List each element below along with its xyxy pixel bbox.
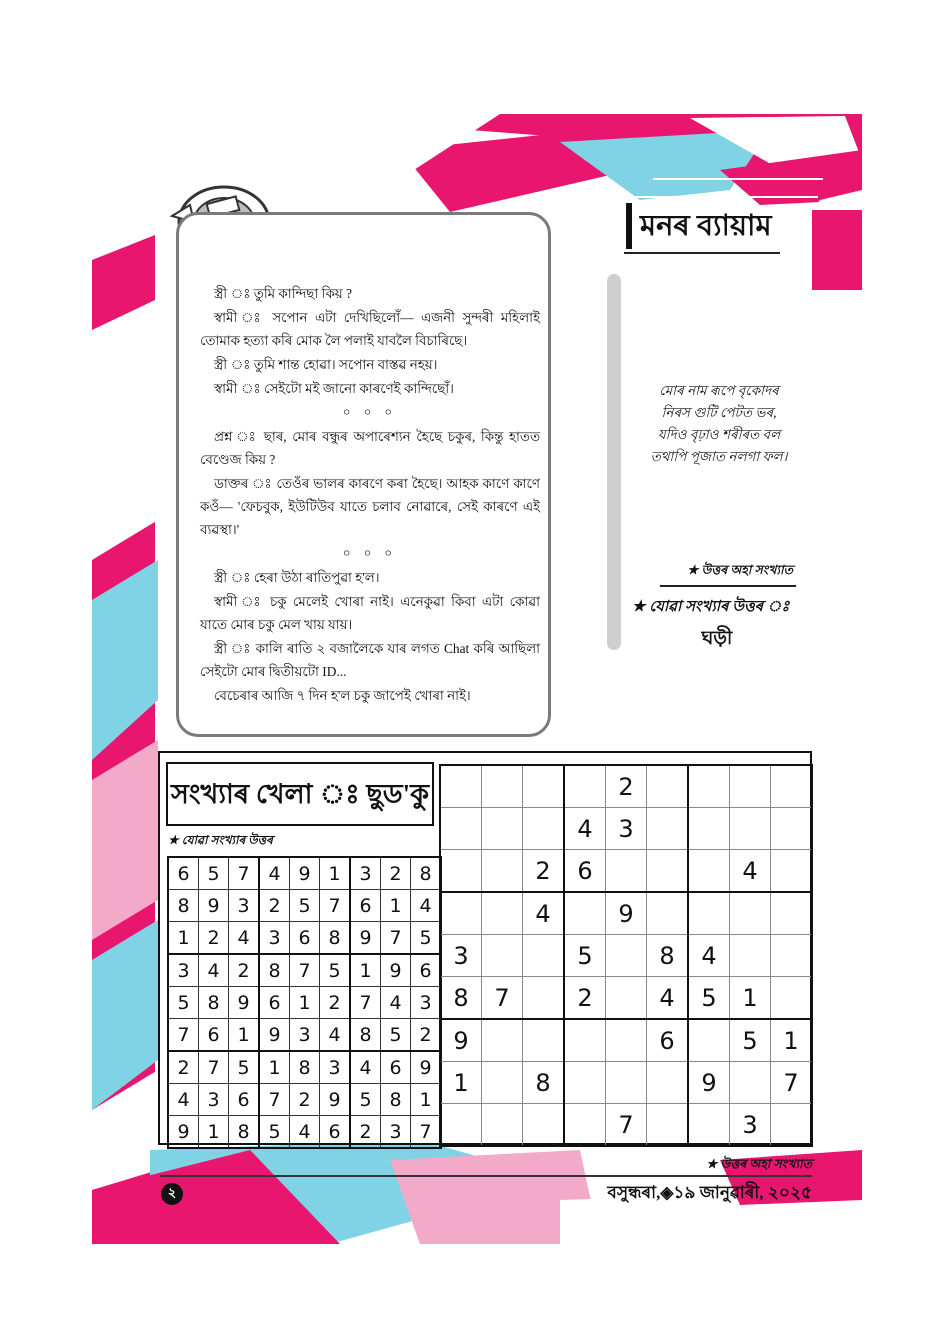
- sudoku-cell: 1: [320, 857, 351, 890]
- sudoku-cell: 4: [168, 1084, 199, 1116]
- mind-exercise-heading: মনৰ ব্যায়াম: [626, 203, 772, 249]
- sudoku-cell: 1: [229, 1019, 260, 1052]
- sudoku-cell: 2: [564, 977, 606, 1020]
- joke-separator: ০ ০ ০: [342, 405, 398, 419]
- sudoku-cell: 5: [168, 987, 199, 1019]
- joke-line: স্বামী ঃ সপোন এটা দেখিছিলোঁ— এজনী সুন্দৰী মহিলাই তোমাক হত্যা কৰি মোক লৈ পলাই যাবলৈ বিচাৰিছে।: [200, 310, 540, 348]
- sudoku-cell: 8: [350, 1019, 381, 1052]
- sudoku-cell: 2: [229, 954, 260, 987]
- joke-line: স্বামী ঃ সেইটো মই জানো কাৰণেই কান্দিছোঁ।: [214, 381, 454, 396]
- joke-line: স্বামী ঃ চকু মেলেই খোৰা নাই। এনেকুৱা কিবা এটা কোৱা যাতে মোৰ চকু মেল খায় যায়।: [200, 594, 540, 632]
- sudoku-cell: 8: [381, 1084, 411, 1116]
- sudoku-cell: 3: [730, 1104, 771, 1147]
- sudoku-row: [168, 1116, 441, 1149]
- sudoku-cell: 5: [350, 1084, 381, 1116]
- sudoku-cell: 8: [411, 857, 442, 890]
- sudoku-cell: 1: [730, 977, 771, 1020]
- sudoku-cell: 3: [440, 935, 482, 977]
- sudoku-cell: [647, 1104, 689, 1147]
- sudoku-cell: [688, 808, 730, 850]
- sudoku-cell: [564, 1104, 606, 1147]
- sudoku-cell: 8: [259, 954, 290, 987]
- sudoku-cell: 6: [168, 857, 199, 890]
- sudoku-cell: [647, 850, 689, 893]
- sudoku-cell: 2: [290, 1084, 320, 1116]
- sudoku-row: [440, 808, 812, 850]
- page-number: ২: [161, 1183, 183, 1205]
- sudoku-cell: 4: [647, 977, 689, 1020]
- sudoku-cell: 5: [730, 1019, 771, 1062]
- sudoku-cell: [482, 1104, 523, 1147]
- sudoku-cell: 4: [290, 1116, 320, 1149]
- sudoku-row: [168, 890, 441, 922]
- sudoku-cell: [771, 808, 813, 850]
- sudoku-cell: 7: [229, 857, 260, 890]
- sudoku-cell: 4: [730, 850, 771, 893]
- sudoku-cell: [482, 935, 523, 977]
- sudoku-cell: [730, 935, 771, 977]
- sudoku-cell: [688, 1104, 730, 1147]
- sudoku-cell: 4: [411, 890, 442, 922]
- sudoku-cell: [440, 850, 482, 893]
- joke-line: স্ত্ৰী ঃ তুমি শান্ত হোৱা। সপোন বাস্তৱ নহয়।: [214, 357, 438, 372]
- sudoku-cell: [440, 808, 482, 850]
- sudoku-cell: 4: [523, 892, 565, 935]
- sudoku-cell: 7: [290, 954, 320, 987]
- sudoku-cell: 7: [259, 1084, 290, 1116]
- sudoku-cell: 9: [411, 1051, 442, 1084]
- sudoku-row: [168, 954, 441, 987]
- sudoku-cell: 9: [320, 1084, 351, 1116]
- sudoku-cell: 5: [199, 857, 229, 890]
- sudoku-cell: 8: [440, 977, 482, 1020]
- sudoku-cell: [523, 1019, 565, 1062]
- joke-line: ডাক্তৰ ঃ তেওঁৰ ভালৰ কাৰণে কৰা হৈছে। আহক কাণে কাণে কওঁ— 'ফেচবুক, ইউটিউব যাতে চলাব নোৱাৰে, সেই কাৰণে এই ব্যৱস্থা।': [200, 476, 540, 537]
- sudoku-cell: 8: [523, 1062, 565, 1104]
- sudoku-cell: 6: [381, 1051, 411, 1084]
- sudoku-cell: 9: [259, 1019, 290, 1052]
- sudoku-row: [168, 857, 441, 890]
- sudoku-cell: 8: [168, 890, 199, 922]
- sudoku-cell: 7: [199, 1051, 229, 1084]
- sudoku-cell: 5: [688, 977, 730, 1020]
- sudoku-cell: 4: [350, 1051, 381, 1084]
- sudoku-cell: 1: [381, 890, 411, 922]
- sudoku-cell: 2: [168, 1051, 199, 1084]
- sudoku-cell: 7: [411, 1116, 442, 1149]
- sudoku-cell: [564, 1062, 606, 1104]
- sudoku-cell: 2: [381, 857, 411, 890]
- sudoku-cell: 8: [199, 987, 229, 1019]
- sudoku-row: [168, 1019, 441, 1052]
- sudoku-cell: 3: [350, 857, 381, 890]
- sudoku-row: [440, 1062, 812, 1104]
- sudoku-row: [440, 1019, 812, 1062]
- sudoku-cell: 4: [199, 954, 229, 987]
- sudoku-cell: [482, 850, 523, 893]
- sudoku-cell: 5: [320, 954, 351, 987]
- sudoku-cell: 1: [168, 922, 199, 955]
- sudoku-cell: 4: [320, 1019, 351, 1052]
- sudoku-cell: [523, 808, 565, 850]
- joke-separator: ০ ০ ০: [342, 546, 398, 560]
- sudoku-cell: [482, 892, 523, 935]
- sudoku-row: [168, 922, 441, 955]
- sudoku-cell: [730, 892, 771, 935]
- sudoku-cell: [647, 765, 689, 808]
- sudoku-cell: 6: [564, 850, 606, 893]
- sudoku-cell: [606, 977, 647, 1020]
- sudoku-cell: 6: [350, 890, 381, 922]
- sudoku-cell: [482, 808, 523, 850]
- sudoku-cell: 5: [290, 890, 320, 922]
- sudoku-cell: 2: [411, 1019, 442, 1052]
- sudoku-cell: [688, 892, 730, 935]
- sudoku-cell: 9: [688, 1062, 730, 1104]
- sudoku-cell: [730, 765, 771, 808]
- sudoku-cell: 5: [381, 1019, 411, 1052]
- sudoku-cell: 6: [229, 1084, 260, 1116]
- previous-answer: ঘড়ী: [701, 628, 733, 649]
- sudoku-cell: 1: [199, 1116, 229, 1149]
- sudoku-cell: 5: [259, 1116, 290, 1149]
- sudoku-cell: [688, 1019, 730, 1062]
- sudoku-cell: 4: [229, 922, 260, 955]
- sudoku-cell: [688, 765, 730, 808]
- sudoku-cell: 9: [290, 857, 320, 890]
- sudoku-cell: 6: [290, 922, 320, 955]
- sudoku-cell: 3: [381, 1116, 411, 1149]
- sudoku-cell: 7: [482, 977, 523, 1020]
- sudoku-cell: 7: [320, 890, 351, 922]
- joke-line: স্ত্ৰী ঃ কালি ৰাতি ২ বজালৈকে যাৰ লগত Chat কৰি আছিলা সেইটো মোৰ দ্বিতীয়টো ID...: [200, 641, 540, 679]
- sudoku-cell: 7: [168, 1019, 199, 1052]
- footer-publication: বসুন্ধৰা,◈১৯ জানুৱাৰী, ২০২৫: [607, 1183, 812, 1202]
- joke-text: [200, 282, 540, 708]
- sudoku-cell: 9: [606, 892, 647, 935]
- riddle-line: যদিও বৃঢ়াও শৰীৰত বল: [657, 427, 781, 442]
- sudoku-cell: 7: [381, 922, 411, 955]
- sudoku-cell: [523, 1104, 565, 1147]
- sudoku-cell: [647, 1062, 689, 1104]
- riddle-line: মোৰ নাম ৰূপে বৃকোদৰ: [659, 383, 779, 398]
- sudoku-cell: 6: [259, 987, 290, 1019]
- sudoku-cell: [440, 765, 482, 808]
- sudoku-cell: 4: [688, 935, 730, 977]
- sudoku-cell: 3: [320, 1051, 351, 1084]
- sudoku-cell: [771, 765, 813, 808]
- sudoku-cell: 9: [350, 922, 381, 955]
- sudoku-solution-grid: [167, 856, 442, 1149]
- answer-note-underline: [660, 585, 796, 587]
- sudoku-row: [440, 892, 812, 935]
- sudoku-cell: [440, 1104, 482, 1147]
- sudoku-cell: 3: [199, 1084, 229, 1116]
- sudoku-row: [440, 850, 812, 893]
- sudoku-cell: [606, 1062, 647, 1104]
- sudoku-row: [440, 935, 812, 977]
- sudoku-cell: [523, 977, 565, 1020]
- sudoku-title: সংখ্যাৰ খেলা ঃ ছুড'কু: [166, 762, 434, 826]
- sudoku-cell: 8: [290, 1051, 320, 1084]
- sudoku-cell: 4: [259, 857, 290, 890]
- riddle: [634, 380, 804, 468]
- sudoku-row: [168, 1051, 441, 1084]
- sudoku-cell: 1: [290, 987, 320, 1019]
- sudoku-cell: 5: [411, 922, 442, 955]
- sudoku-cell: 3: [606, 808, 647, 850]
- joke-line: স্ত্ৰী ঃ হেৰা উঠা ৰাতিপুৱা হ'ল।: [214, 570, 380, 585]
- sudoku-cell: [523, 765, 565, 808]
- heading-underline: [624, 252, 780, 254]
- sudoku-cell: [440, 892, 482, 935]
- sudoku-cell: 3: [259, 922, 290, 955]
- joke-line: স্ত্ৰী ঃ তুমি কান্দিছা কিয় ?: [214, 286, 352, 301]
- sudoku-row: [440, 765, 812, 808]
- sudoku-cell: 1: [411, 1084, 442, 1116]
- sudoku-cell: 2: [523, 850, 565, 893]
- sudoku-cell: 4: [564, 808, 606, 850]
- sudoku-cell: [564, 892, 606, 935]
- sudoku-cell: 1: [350, 954, 381, 987]
- sudoku-cell: [647, 892, 689, 935]
- sudoku-row: [440, 977, 812, 1020]
- sudoku-cell: [688, 850, 730, 893]
- footer-rule: [160, 1175, 812, 1177]
- sudoku-cell: 3: [229, 890, 260, 922]
- sudoku-cell: 6: [411, 954, 442, 987]
- sudoku-cell: 8: [647, 935, 689, 977]
- sudoku-cell: 6: [647, 1019, 689, 1062]
- sudoku-cell: 2: [350, 1116, 381, 1149]
- sudoku-cell: [523, 935, 565, 977]
- sudoku-cell: [647, 808, 689, 850]
- sudoku-row: [440, 1104, 812, 1147]
- sudoku-cell: [482, 1019, 523, 1062]
- joke-line: প্ৰশ্ন ঃ ছাৰ, মোৰ বন্ধুৰ অপাৰেশ্যন হৈছে চকুৰ, কিন্তু হাতত বেণ্ডেজ কিয় ?: [200, 429, 540, 467]
- joke-line: বেচেৰাৰ আজি ৭ দিন হ'ল চকু জাপেই খোৰা নাই।: [214, 688, 471, 703]
- sudoku-cell: 9: [229, 987, 260, 1019]
- sudoku-cell: [771, 1104, 813, 1147]
- sudoku-cell: [606, 1019, 647, 1062]
- decorative-side-bar: [607, 274, 621, 650]
- sudoku-cell: 7: [771, 1062, 813, 1104]
- sudoku-cell: 6: [320, 1116, 351, 1149]
- sudoku-cell: 3: [168, 954, 199, 987]
- sudoku-cell: 9: [381, 954, 411, 987]
- sudoku-puzzle-grid: [439, 764, 813, 1147]
- sudoku-cell: [564, 1019, 606, 1062]
- solution-label: ★ যোৱা সংখ্যাৰ উত্তৰ: [168, 833, 273, 847]
- sudoku-cell: 4: [381, 987, 411, 1019]
- sudoku-cell: 8: [320, 922, 351, 955]
- sudoku-cell: 5: [229, 1051, 260, 1084]
- sudoku-cell: [730, 808, 771, 850]
- sudoku-row: [168, 1084, 441, 1116]
- sudoku-cell: [771, 892, 813, 935]
- sudoku-answer-note: ★ উত্তৰ অহা সংখ্যাত: [706, 1157, 812, 1171]
- sudoku-cell: 1: [259, 1051, 290, 1084]
- sudoku-cell: [606, 935, 647, 977]
- sudoku-cell: [730, 1062, 771, 1104]
- sudoku-row: [168, 987, 441, 1019]
- previous-answer-title: ★ যোৱা সংখ্যাৰ উত্তৰ ঃ: [632, 599, 790, 615]
- sudoku-cell: 7: [606, 1104, 647, 1147]
- sudoku-cell: 3: [290, 1019, 320, 1052]
- sudoku-cell: [564, 765, 606, 808]
- sudoku-cell: [771, 977, 813, 1020]
- riddle-line: নিৰস গুটি পেটত ভৰ,: [661, 405, 777, 420]
- sudoku-cell: [771, 935, 813, 977]
- sudoku-cell: 9: [199, 890, 229, 922]
- sudoku-cell: 2: [199, 922, 229, 955]
- sudoku-cell: 1: [771, 1019, 813, 1062]
- sudoku-cell: 9: [440, 1019, 482, 1062]
- sudoku-cell: [606, 850, 647, 893]
- sudoku-cell: 1: [440, 1062, 482, 1104]
- sudoku-cell: 5: [564, 935, 606, 977]
- sudoku-cell: 8: [229, 1116, 260, 1149]
- sudoku-cell: 2: [259, 890, 290, 922]
- sudoku-cell: 9: [168, 1116, 199, 1149]
- sudoku-cell: 6: [199, 1019, 229, 1052]
- sudoku-cell: 2: [320, 987, 351, 1019]
- sudoku-cell: [482, 765, 523, 808]
- sudoku-cell: 3: [411, 987, 442, 1019]
- sudoku-cell: 7: [350, 987, 381, 1019]
- sudoku-cell: 2: [606, 765, 647, 808]
- riddle-line: তথাপি পূজাত নলগা ফল।: [650, 449, 788, 464]
- sudoku-cell: [771, 850, 813, 893]
- answer-note: ★ উত্তৰ অহা সংখ্যাত: [687, 563, 793, 577]
- sudoku-cell: [482, 1062, 523, 1104]
